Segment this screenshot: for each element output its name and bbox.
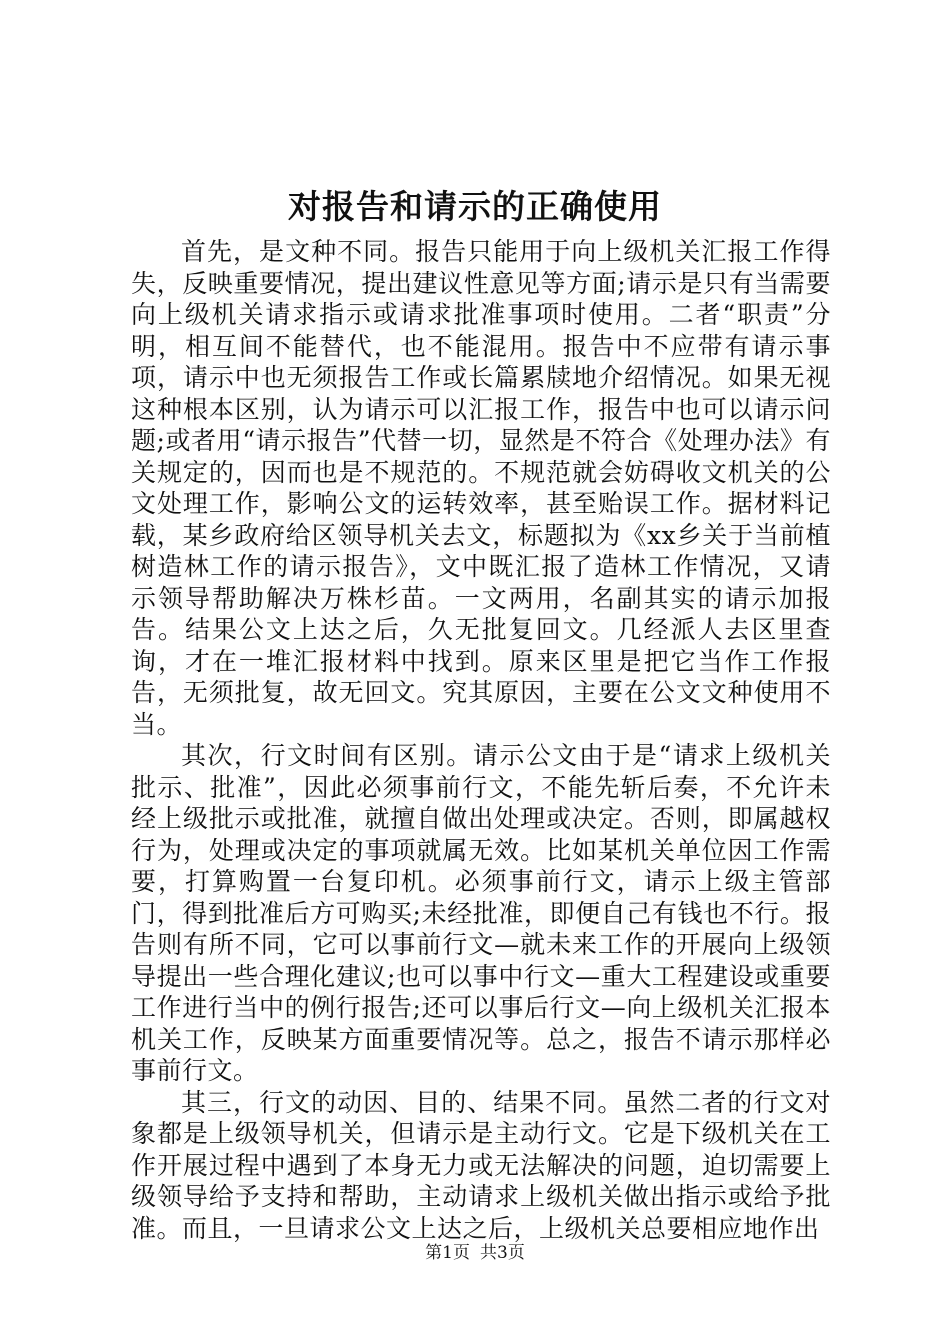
page-total: 共3页 (480, 1243, 525, 1263)
paragraph-3: 其三，行文的动因、目的、结果不同。虽然二者的行文对象都是上级领导机关，但请示是主动行文。它是下级机关在工作开展过程中遇到了本身无力或无法解决的问题，迫切需要上级领导给予支持和帮助，主动请求上级机关做出指示或给予批准。而且，一旦请求公文上达之后，上级机关总要相应地作出 (131, 1087, 831, 1243)
page-footer (0, 1241, 950, 1265)
page-number: 第1页 (425, 1243, 470, 1263)
document-title: 对报告和请示的正确使用 (288, 187, 662, 226)
paragraph-2: 其次，行文时间有区别。请示公文由于是“请求上级机关批示、批准”，因此必须事前行文，不能先斩后奏，不允许未经上级批示或批准，就擅自做出处理或决定。否则，即属越权行为，处理或决定的事项就属无效。比如某机关单位因工作需要，打算购置一台复印机。必须事前行文，请示上级主管部门，得到批准后方可购买;未经批准，即便自己有钱也不行。报告则有所不同，它可以事前行文—就未来工作的开展向上级领导提出一些合理化建议;也可以事中行文—重大工程建设或重要工作进行当中的例行报告;还可以事后行文—向上级机关汇报本机关工作，反映某方面重要情况等。总之，报告不请示那样必事前行文。 (131, 741, 831, 1085)
document-body (131, 236, 831, 1244)
paragraph-1: 首先，是文种不同。报告只能用于向上级机关汇报工作得失，反映重要情况，提出建议性意见等方面;请示是只有当需要向上级机关请求指示或请求批准事项时使用。二者“职责”分明，相互间不能替代，也不能混用。报告中不应带有请示事项，请示中也无须报告工作或长篇累牍地介绍情况。如果无视这种根本区别，认为请示可以汇报工作，报告中也可以请示问题;或者用“请示报告”代替一切，显然是不符合《处理办法》有关规定的，因而也是不规范的。不规范就会妨碍收文机关的公文处理工作，影响公文的运转效率，甚至贻误工作。据材料记载，某乡政府给区领导机关去文，标题拟为《xx乡关于当前植树造林工作的请示报告》，文中既汇报了造林工作情况，又请示领导帮助解决万株杉苗。一文两用，名副其实的请示加报告。结果公文上达之后，久无批复回文。几经派人去区里查询，才在一堆汇报材料中找到。原来区里是把它当作工作报告，无须批复，故无回文。究其原因，主要在公文文种使用不当。 (131, 237, 831, 739)
